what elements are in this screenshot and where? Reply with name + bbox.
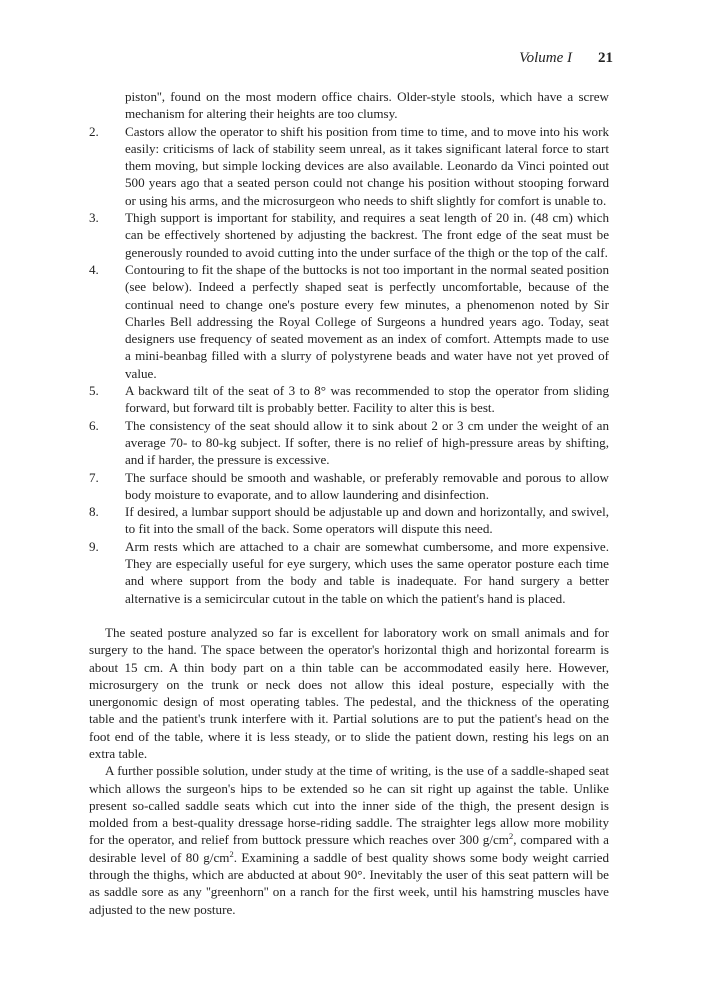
- paragraph-text: , compared with a desirable level of 80 g/cm: [89, 832, 609, 865]
- list-item: [89, 417, 609, 469]
- page-number: 21: [598, 50, 613, 66]
- list-item: [89, 123, 609, 209]
- list-item: [89, 469, 609, 504]
- page-body: [89, 88, 609, 918]
- paragraph-text: . Examining a saddle of best quality shows some body weight carried through the thighs, which are abducted at about 90°. Inevitably the user of this seat pattern will be as saddle sore as any ''greenhorn'' on a ranch for the first week, until his hamstring muscles have adjusted to the new posture.: [89, 849, 609, 917]
- item-number: 9.: [89, 538, 99, 554]
- item-text: Arm rests which are attached to a chair are somewhat cumbersome, and more expensive. They are especially useful for eye surgery, which uses the same operator posture each time and where support from the body and table is inadequate. For hand surgery a better alternative is a semicircular cutout in the table on which the patient's hand is placed.: [125, 538, 609, 606]
- list-item: [89, 382, 609, 417]
- item-number: 7.: [89, 469, 99, 485]
- item-text: Thigh support is important for stability, and requires a seat length of 20 in. (48 cm) which can be effectively shortened by adjusting the backrest. The front edge of the seat must be generously rounded to avoid cutting into the under surface of the thigh or the top of the calf.: [125, 210, 609, 260]
- item-text: Contouring to fit the shape of the buttocks is not too important in the normal seated position (see below). Indeed a perfectly shaped seat is perfectly uncomfortable, because of the continual need to change one's posture every few minutes, a phenomenon noted by Sir Charles Bell addressing the Royal College of Surgeons a hundred years ago. Today, seat designers use frequency of seated movement as an index of comfort. Attempts made to use a mini-beanbag filled with a slurry of polystyrene beads and water have not yet proved of value.: [125, 261, 609, 381]
- running-header: [519, 50, 613, 67]
- volume-label: Volume I: [519, 50, 572, 66]
- item-number: 6.: [89, 417, 99, 433]
- paragraph-text: A further possible solution, under study at the time of writing, is the use of a saddle-shaped seat which allows the surgeon's hips to be extended so he can sit right up against the table. Unlike present so-called saddle seats which cut into the inner side of the thigh, the present design is molded from a best-quality dressage horse-riding saddle. The straighter legs allow more mobility for the operator, and relief from buttock pressure which reaches over 300 g/cm: [89, 763, 609, 848]
- item-text: Castors allow the operator to shift his position from time to time, and to move into his work easily: criticisms of lack of stability seem unreal, as it takes significant lateral force to start them moving, but simple locking devices are also available. Leonardo da Vinci pointed out 500 years ago that a seated person could not change his position without stooping forward or using his arms, and the microsurgeon who needs to shift slightly for comfort is unable to.: [125, 123, 609, 208]
- list-item: [89, 209, 609, 261]
- item-number: 5.: [89, 383, 99, 399]
- superscript: 2: [229, 848, 234, 859]
- item-number: 8.: [89, 504, 99, 520]
- item-number: 3.: [89, 210, 99, 226]
- body-paragraph: The seated posture analyzed so far is excellent for laboratory work on small animals and for surgery to the hand. The space between the operator's horizontal thigh and horizontal forearm is about 15 cm. A thin body part on a thin table can be accommodated easily here. However, microsurgery on the trunk or neck does not allow this ideal posture, especially with the unergonomic design of most operating tables. The pedestal, and the thickness of the operating table and the patient's trunk interfere with it. Partial solutions are to put the patient's head on the foot end of the table, where it is less steady, or to slide the patient down, resting his legs on an extra table.: [89, 624, 609, 761]
- superscript: 2: [508, 831, 514, 842]
- item-text: The surface should be smooth and washable, or preferably removable and porous to allow body moisture to evaporate, and to allow laundering and disinfection.: [125, 469, 609, 502]
- continued-item-text: piston'', found on the most modern office chairs. Older-style stools, which have a screw mechanism for altering their heights are too clumsy.: [125, 89, 609, 122]
- item-text: A backward tilt of the seat of 3 to 8° was recommended to stop the operator from sliding forward, but forward tilt is probably better. Facility to alter this is best.: [125, 383, 609, 416]
- body-paragraph: [89, 762, 609, 918]
- item-number: 4.: [89, 261, 99, 277]
- item-text: If desired, a lumbar support should be adjustable up and down and horizontally, and swivel, to fit into the small of the back. Some operators will dispute this need.: [125, 504, 609, 537]
- section-gap: [89, 607, 609, 624]
- list-item: [89, 503, 609, 538]
- item-text: The consistency of the seat should allow it to sink about 2 or 3 cm under the weight of an average 70- to 80-kg subject. If softer, there is no relief of high-pressure areas by shifting, and if harder, the pressure is excessive.: [125, 417, 609, 468]
- item-number: 2.: [89, 123, 99, 139]
- list-item: [89, 538, 609, 607]
- list-item: [89, 261, 609, 382]
